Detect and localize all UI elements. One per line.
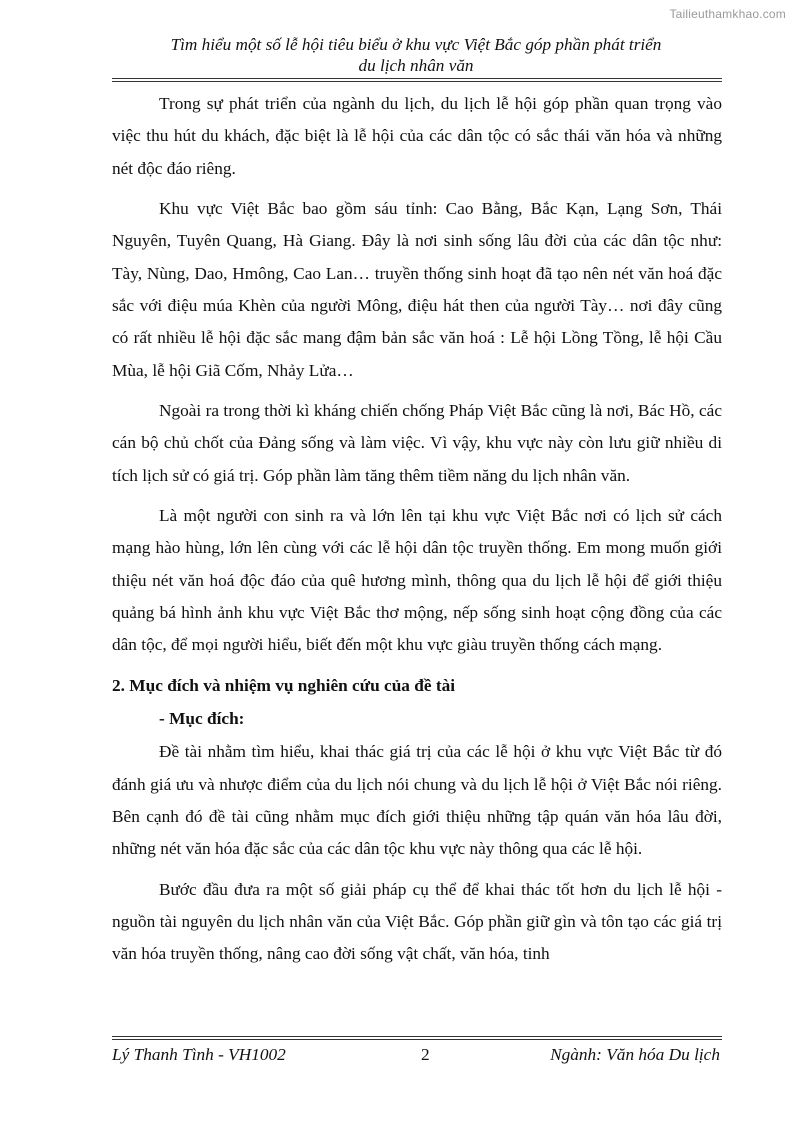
- page-header: [112, 34, 720, 76]
- paragraph: Là một người con sinh ra và lớn lên tại khu vực Việt Bắc nơi có lịch sử cách mạng hào hùng, lớn lên cùng với các lễ hội dân tộc truyền thống. Em mong muốn giới thiệu nét văn hoá độc đáo của quê hương mình, thông qua du lịch lễ hội để giới thiệu quảng bá hình ảnh khu vực Việt Bắc thơ mộng, nếp sống sinh hoạt cộng đồng của các dân tộc, để mọi người hiểu, biết đến một khu vực giàu truyền thống cách mạng.: [112, 506, 722, 655]
- page-number: 2: [421, 1045, 430, 1064]
- footer-author: Lý Thanh Tình - VH1002: [112, 1045, 286, 1064]
- paragraph: Bước đầu đưa ra một số giải pháp cụ thể để khai thác tốt hơn du lịch lễ hội - nguồn tài nguyên du lịch nhân văn của Việt Bắc. Góp phần giữ gìn và tôn tạo các giá trị văn hóa truyền thống, nâng cao đời sống vật chất, văn hóa, tinh: [112, 879, 722, 964]
- header-divider: [112, 78, 722, 82]
- paragraph: Khu vực Việt Bắc bao gồm sáu tỉnh: Cao Bằng, Bắc Kạn, Lạng Sơn, Thái Nguyên, Tuyên Quang, Hà Giang. Đây là nơi sinh sống lâu đời của các dân tộc như: Tày, Nùng, Dao, Hmông, Cao Lan… truyền thống sinh hoạt đã tạo nên nét văn hoá đặc sắc với điệu múa Khèn của người Mông, điệu hát then của người Tày… nơi đây cũng có rất nhiều lễ hội đặc sắc mang đậm bản sắc văn hoá : Lễ hội Lồng Tồng, lễ hội Cầu Mùa, lễ hội Giã Cốm, Nhảy Lửa…: [112, 199, 722, 380]
- paragraph: Ngoài ra trong thời kì kháng chiến chống Pháp Việt Bắc cũng là nơi, Bác Hồ, các cán bộ chủ chốt của Đảng sống và làm việc. Vì vậy, khu vực này còn lưu giữ nhiều di tích lịch sử có giá trị. Góp phần làm tăng thêm tiềm năng du lịch nhân văn.: [112, 401, 722, 485]
- section-subheading: - Mục đích:: [159, 709, 245, 729]
- header-title-line2: du lịch nhân văn: [358, 56, 474, 75]
- footer-major: Ngành: Văn hóa Du lịch: [550, 1045, 720, 1064]
- footer-divider: [112, 1036, 722, 1040]
- paragraph: Trong sự phát triển của ngành du lịch, du lịch lễ hội góp phần quan trọng vào việc thu hút du khách, đặc biệt là lễ hội của các dân tộc có sắc thái văn hóa và những nét độc đáo riêng.: [112, 94, 722, 178]
- paragraph: Đề tài nhằm tìm hiểu, khai thác giá trị của các lễ hội ở khu vực Việt Bắc từ đó đánh giá ưu và nhược điểm của du lịch nói chung và du lịch lễ hội ở Việt Bắc nói riêng. Bên cạnh đó đề tài cũng nhằm mục đích giới thiệu những tập quán văn hóa lâu đời, những nét văn hóa đặc sắc của các dân tộc khu vực này thông qua các lễ hội.: [112, 742, 722, 859]
- section-heading: 2. Mục đích và nhiệm vụ nghiên cứu của đề tài: [112, 675, 456, 695]
- watermark: Tailieuthamkhao.com: [669, 7, 786, 21]
- document-body: [112, 88, 722, 979]
- header-title-line1: Tìm hiểu một số lễ hội tiêu biểu ở khu vực Việt Bắc góp phần phát triển: [170, 35, 662, 54]
